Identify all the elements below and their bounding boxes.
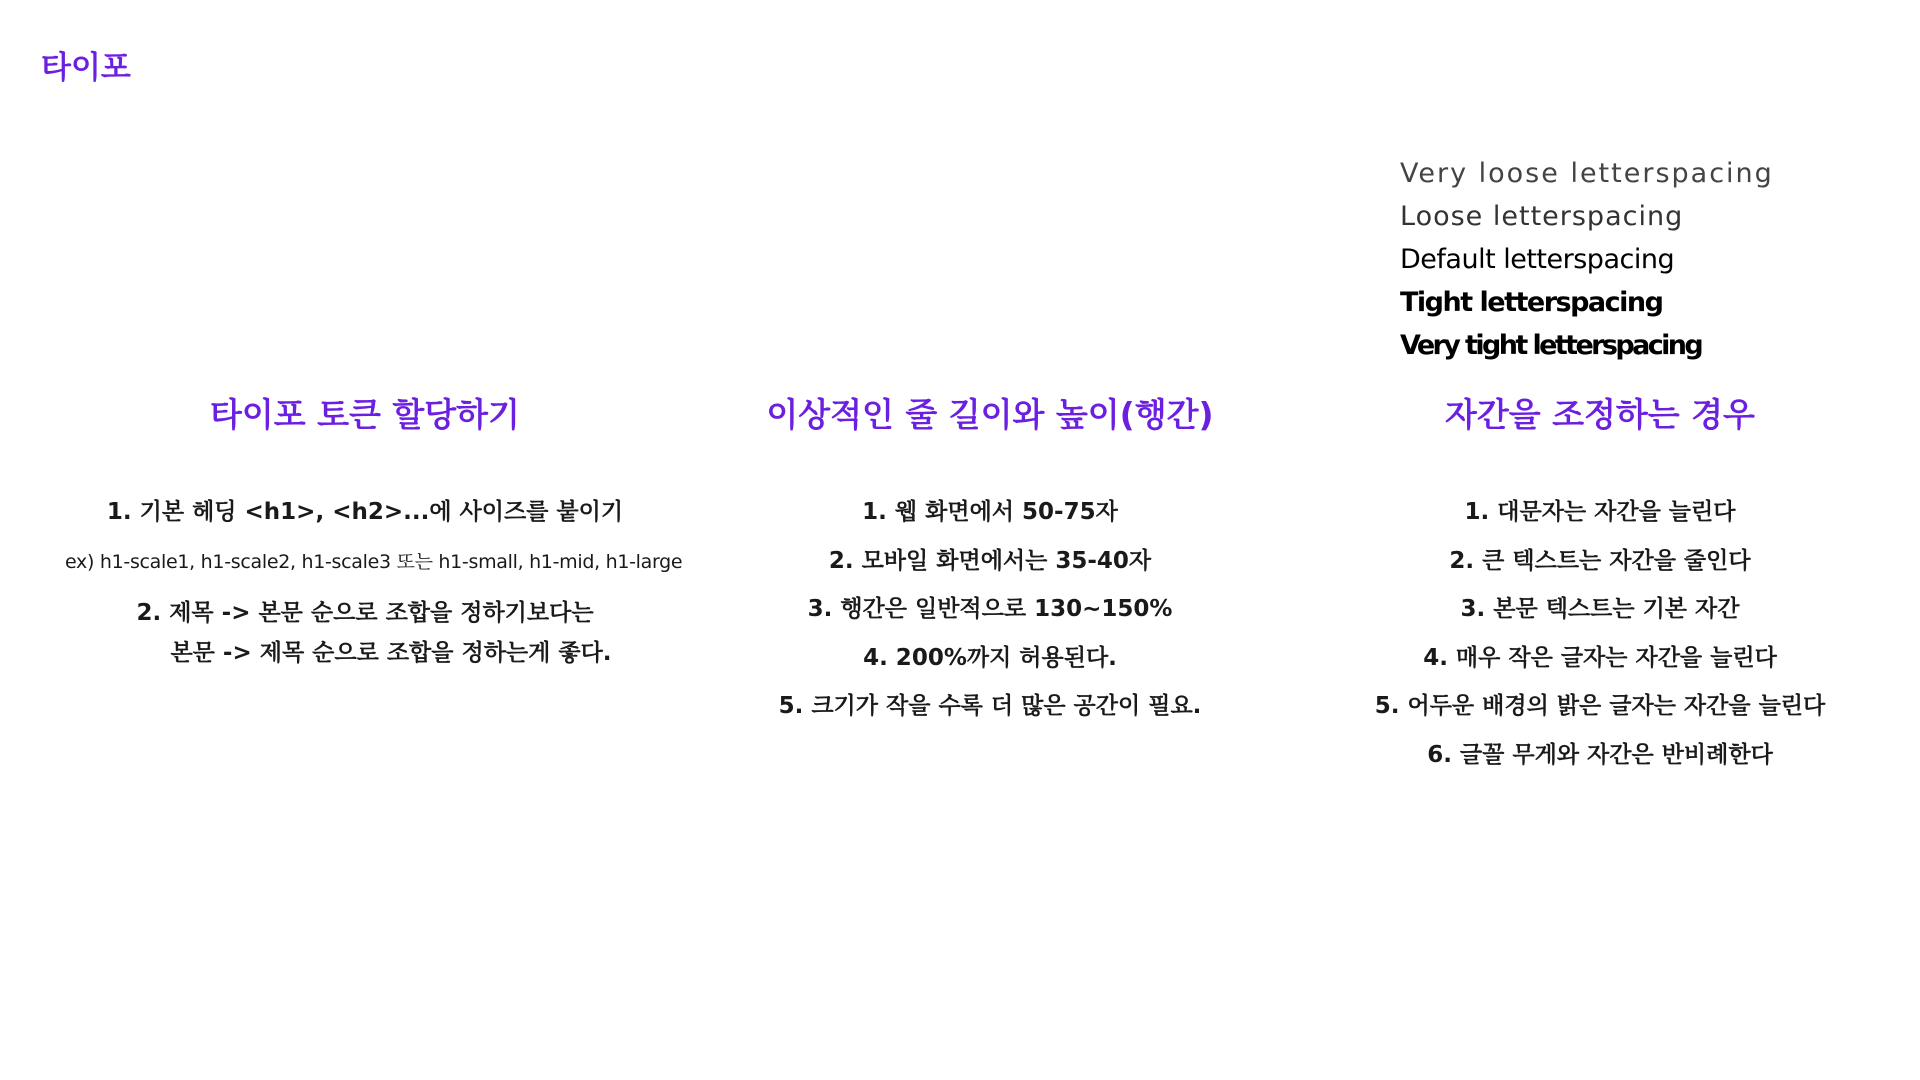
column-typo-tokens [65, 395, 683, 673]
list-item: 3. 행간은 일반적으로 130~150% [807, 596, 1173, 622]
column-heading: 자간을 조정하는 경우 [1445, 395, 1755, 434]
list-item: 1. 대문자는 자간을 늘린다 [1464, 499, 1736, 525]
list-item: 2. 큰 텍스트는 자간을 줄인다 [1449, 547, 1751, 574]
sample-very-tight: Very tight letterspacing [1400, 330, 1702, 361]
column-list [65, 488, 683, 673]
list-item-line: 2. 제목 -> 본문 순으로 조합을 정하기보다는 [136, 599, 594, 626]
letterspacing-samples [1400, 152, 1774, 367]
list-item: 4. 매우 작은 글자는 자간을 늘린다 [1423, 644, 1777, 671]
list-item: 5. 크기가 작을 수록 더 많은 공간이 필요. [778, 693, 1202, 719]
list-item: 6. 글꼴 무게와 자간은 반비례한다 [1427, 741, 1773, 768]
column-list [715, 488, 1265, 731]
column-list [1320, 488, 1880, 779]
column-heading: 타이포 토큰 할당하기 [210, 395, 520, 434]
list-item: 4. 200%까지 허용된다. [863, 644, 1117, 671]
column-letterspacing [1320, 395, 1880, 779]
list-item: 1. 웹 화면에서 50-75자 [862, 499, 1118, 525]
page-title: 타이포 [41, 50, 131, 86]
list-item [65, 587, 665, 673]
list-item-line: 본문 -> 제목 순으로 조합을 정하는게 좋다. [170, 639, 612, 666]
sample-tight: Tight letterspacing [1400, 287, 1663, 318]
column-heading: 이상적인 줄 길이와 높이(행간) [766, 395, 1214, 434]
sample-loose: Loose letterspacing [1400, 201, 1684, 232]
list-item: 5. 어두운 배경의 밝은 글자는 자간을 늘린다 [1374, 693, 1826, 719]
list-item: 3. 본문 텍스트는 기본 자간 [1460, 596, 1740, 622]
column-line-length [715, 395, 1265, 731]
sample-very-loose: Very loose letterspacing [1400, 158, 1774, 189]
sample-default: Default letterspacing [1400, 244, 1675, 275]
list-item: 2. 모바일 화면에서는 35-40자 [828, 547, 1152, 574]
list-item-example: ex) h1-scale1, h1-scale2, h1-scale3 또는 h1-small, h1-mid, h1-large [65, 550, 683, 573]
list-item: 1. 기본 헤딩 <h1>, <h2>...에 사이즈를 붙이기 [106, 499, 624, 525]
